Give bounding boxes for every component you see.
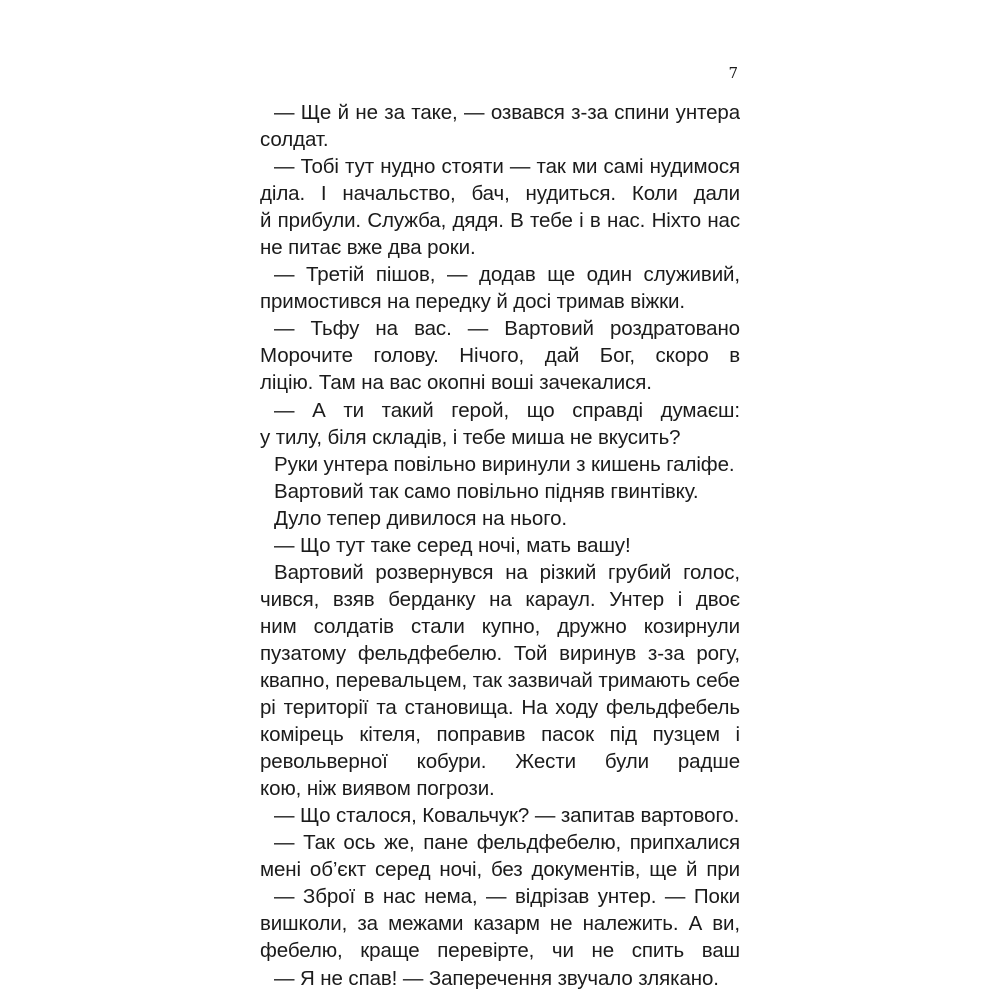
text-line: фебелю, краще перевірте, чи не спить ваш <box>260 939 740 963</box>
text-line: пузатому фельдфебелю. Той виринув з-за рогу, <box>260 641 740 665</box>
page-number: 7 <box>728 64 738 82</box>
text-line: — Зброї в нас нема, — відрізав унтер. — Поки <box>274 885 740 909</box>
text-line: Морочите голову. Нічого, дай Бог, скоро в <box>260 344 740 368</box>
text-line: — Тобі тут нудно стояти — так ми самі нудимося <box>274 155 740 179</box>
text-line: у тилу, біля складів, і тебе миша не вкусить? <box>260 425 681 449</box>
text-line: — Що сталося, Ковальчук? — запитав вартового. <box>274 804 740 828</box>
text-line: ліцію. Там на вас окопні воші зачекалися. <box>260 371 652 395</box>
text-line: — Так ось же, пане фельдфебелю, припхалися <box>274 831 740 855</box>
text-line: квапно, перевальцем, так зазвичай тримають себе <box>260 668 740 692</box>
text-line: — Третій пішов, — додав ще один служивий, <box>274 263 740 287</box>
text-line: солдат. <box>260 128 329 152</box>
text-line: — Тьфу на вас. — Вартовий роздратовано <box>274 317 740 341</box>
text-line: Вартовий розвернувся на різкий грубий голос, <box>274 560 740 584</box>
text-line: чився, взяв берданку на караул. Унтер і двоє <box>260 587 740 611</box>
text-line: револьверної кобури. Жести були радше <box>260 750 740 774</box>
text-line: — А ти такий герой, що справді думаєш: <box>274 398 740 422</box>
text-line: Руки унтера повільно виринули з кишень галіфе. <box>274 452 735 476</box>
text-line: діла. І начальство, бач, нудиться. Коли дали <box>260 182 740 206</box>
text-line: — Що тут таке серед ночі, мать вашу! <box>274 533 631 557</box>
text-line: — Ще й не за таке, — озвався з-за спини унтера <box>274 101 740 124</box>
text-line: ним солдатів стали купно, дружно козирнули <box>260 614 740 638</box>
text-line: Дуло тепер дивилося на нього. <box>274 506 568 530</box>
text-line: вишколи, за межами казарм не належить. А ви, <box>260 912 740 936</box>
text-line: не питає вже два роки. <box>260 236 476 260</box>
text-line: рі території та становища. На ходу фельдфебель <box>260 696 740 720</box>
text-line: Вартовий так само повільно підняв гвинтівку. <box>274 479 699 503</box>
text-line: мені об’єкт серед ночі, без документів, ще й при <box>260 858 740 882</box>
text-line: примостився на передку й досі тримав віжки. <box>260 290 685 314</box>
text-line: комірець кітеля, поправив пасок під пузцем і <box>260 723 740 747</box>
text-line: — Я не спав! — Заперечення звучало злякано. <box>274 966 719 990</box>
body-text <box>260 99 740 992</box>
text-line: кою, ніж виявом погрози. <box>260 777 495 801</box>
text-line: й прибули. Служба, дядя. В тебе і в нас. Ніхто нас <box>260 209 740 233</box>
